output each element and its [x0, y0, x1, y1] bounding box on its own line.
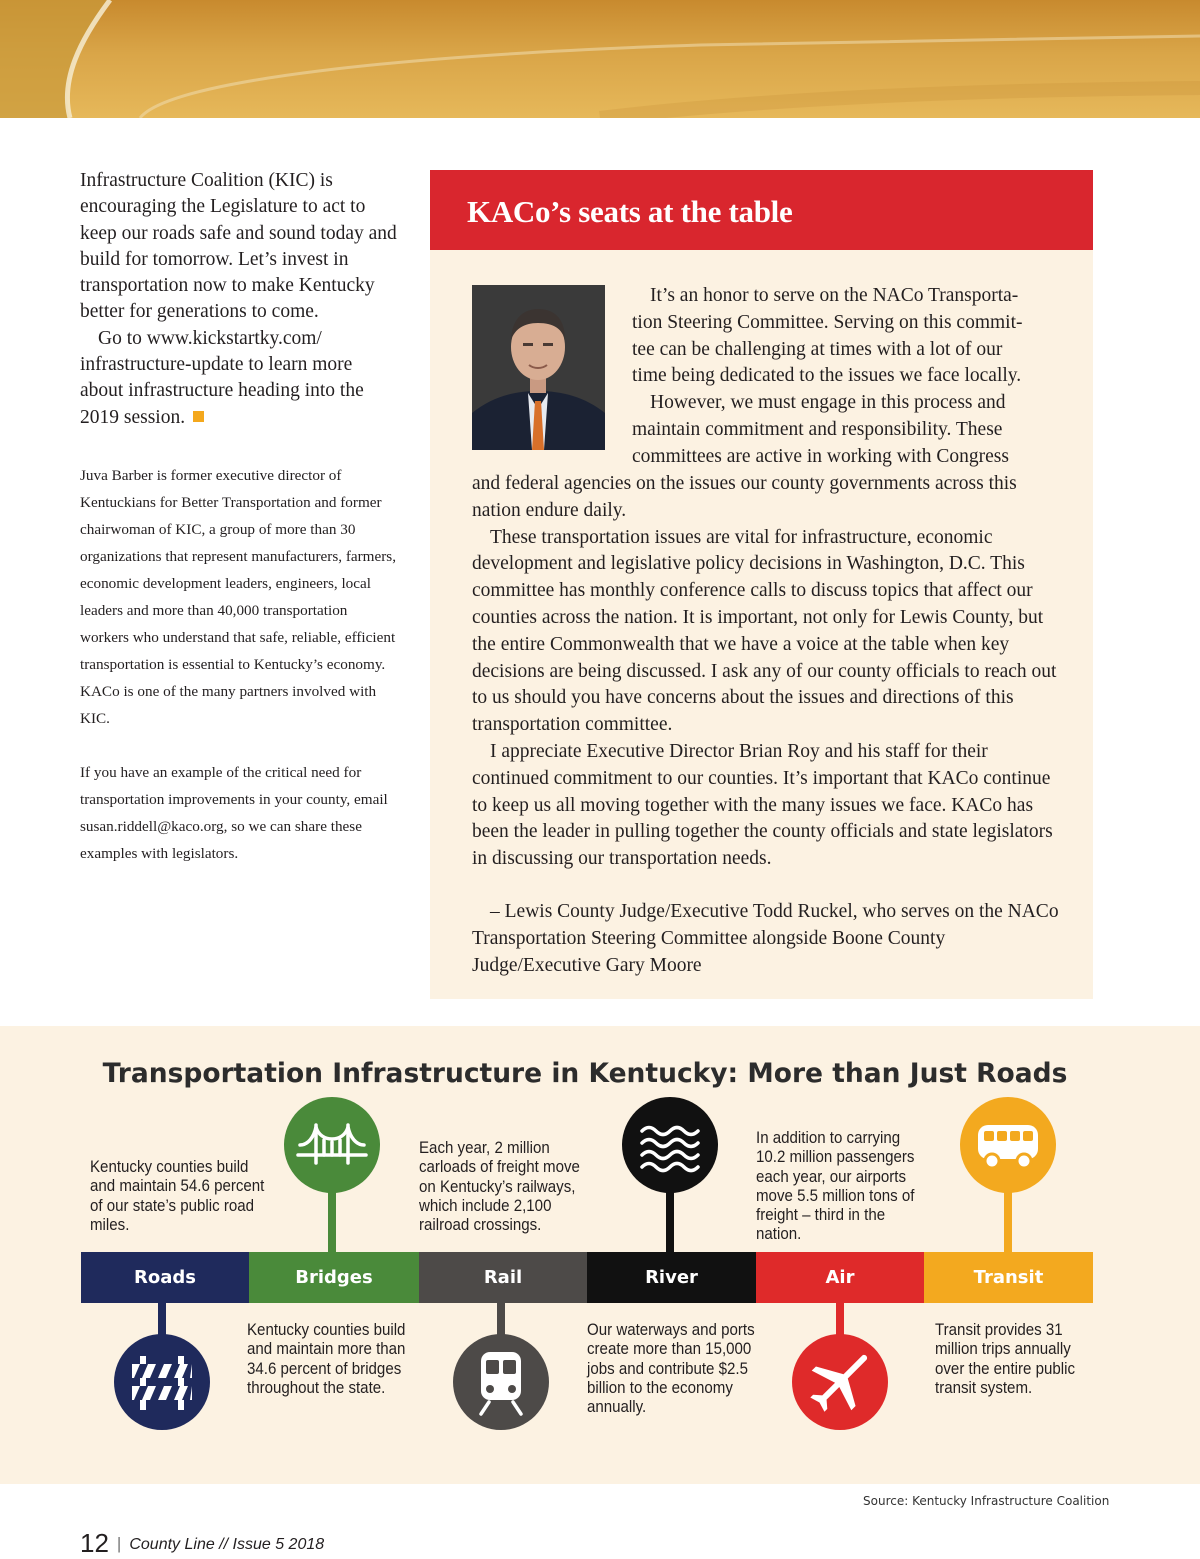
text-paragraph: and federal agencies on the issues our county governments across this nation endure daily. — [472, 473, 1017, 521]
segment-transit — [924, 1252, 1093, 1303]
segment-roads — [81, 1252, 249, 1303]
segment-label: Air — [825, 1267, 855, 1288]
text-line: committees are active in working with Congress — [632, 445, 1009, 467]
text-line: maintain commitment and responsibility. These — [632, 418, 1003, 440]
segment-label: River — [645, 1267, 698, 1288]
left-column — [80, 168, 400, 867]
page-number: 12 — [80, 1528, 109, 1558]
portrait-photo — [472, 285, 605, 450]
text-line: time being dedicated to the issues we face locally. — [632, 365, 1022, 387]
text-line: However, we must engage in this process and — [650, 392, 1006, 414]
bridges-caption: Kentucky counties build and maintain more than 34.6 percent of bridges throughout the state. — [247, 1321, 406, 1397]
infographic-title: Transportation Infrastructure in Kentucky: More than Just Roads — [102, 1058, 1068, 1089]
text-line: It’s an honor to serve on the NACo Transporta- — [650, 285, 1019, 306]
road-barrier-icon — [114, 1334, 210, 1430]
page-footer — [80, 1528, 324, 1559]
attribution: – Lewis County Judge/Executive Todd Ruckel, who serves on the NACo Transportation Steering Committee alongside Boone County Judge/Executive Gary Moore — [472, 900, 1059, 976]
river-caption: Our waterways and ports create more than 15,000 jobs and contribute $2.5 billion to the economy annually. — [587, 1321, 755, 1417]
text-paragraph: I appreciate Executive Director Brian Roy and his staff for their continued commitment to our counties. It’s important that KACo continue to keep us all moving together with the many issues we face. KACo has been the leader in pulling together the county officials and state legislators in discussing our transportation needs. — [472, 740, 1053, 870]
roads-caption: Kentucky counties build and maintain 54.6 percent of our state’s public road miles. — [90, 1158, 265, 1234]
bridge-icon — [284, 1097, 380, 1193]
train-icon — [453, 1334, 549, 1430]
segment-air — [756, 1252, 924, 1303]
source-note: Source: Kentucky Infrastructure Coalition — [863, 1494, 1110, 1508]
text-paragraph: These transportation issues are vital for infrastructure, economic development and legislative policy decisions in Washington, D.C. This committee has monthly conference calls to discuss topics that affect our counties across the nation. It is important, not only for Lewis County, but the entire Commonwealth that we have a voice at the table when key decisions are being discussed. I ask any of our county officials to reach out to us should you have concerns about the issues and directions of this transportation committee. — [472, 526, 1057, 736]
footer-separator: | — [116, 1534, 122, 1553]
segment-label: Bridges — [295, 1267, 373, 1288]
article-paragraph: Infrastructure Coalition (KIC) is encouraging the Legislature to act to keep our roads safe and sound today and build for tomorrow. Let’s invest in transportation now to make Kentucky better for generations to come. — [80, 170, 397, 323]
text-line: tee can be challenging at times with a lot of our — [632, 338, 1003, 360]
text-line: tion Steering Committee. Serving on this commit- — [632, 311, 1023, 333]
article-paragraph — [80, 326, 400, 431]
end-of-article-mark — [193, 411, 204, 422]
sidebar-header — [430, 170, 1093, 250]
sidebar-intro-text — [632, 283, 1062, 471]
segment-rail — [419, 1252, 587, 1303]
publication-issue: County Line // Issue 5 2018 — [129, 1536, 325, 1553]
segment-river — [587, 1252, 756, 1303]
road-curve-graphic — [0, 0, 1200, 118]
segment-label: Roads — [134, 1267, 196, 1288]
infographic-panel — [0, 1026, 1200, 1508]
article-paragraph-text: Go to www.kickstartky.com/ infrastructure-update to learn more about infrastructure heading into the 2019 session. — [80, 327, 364, 428]
transit-caption: Transit provides 31 million trips annually over the entire public transit system. — [935, 1321, 1075, 1397]
sidebar-title: KACo’s seats at the table — [467, 194, 793, 229]
airplane-icon — [792, 1334, 888, 1430]
segment-label: Rail — [483, 1267, 523, 1288]
header-banner-image — [0, 0, 1200, 118]
air-caption: In addition to carrying 10.2 million passengers each year, our airports move 5.5 million tons of freight – third in the nation. — [756, 1129, 915, 1244]
segment-bridges — [249, 1252, 419, 1303]
sidebar-box — [430, 170, 1093, 999]
contact-note: If you have an example of the critical need for transportation improvements in your county, email susan.riddell@kaco.org, so we can share these examples with legislators. — [80, 763, 388, 862]
segment-label: Transit — [973, 1267, 1044, 1288]
author-bio: Juva Barber is former executive director of Kentuckians for Better Transportation and former chairwoman of KIC, a group of more than 30 organizations that represent manufacturers, farmers, economic development leaders, engineers, local leaders and more than 40,000 transportation workers who understand that safe, reliable, efficient transportation is essential to Kentucky’s economy. KACo is one of the many partners involved with KIC. — [80, 466, 396, 727]
waves-icon — [622, 1097, 718, 1193]
sidebar-body-text — [472, 471, 1066, 979]
bus-icon — [960, 1097, 1056, 1193]
rail-caption: Each year, 2 million carloads of freight move on Kentucky’s railways, which include 2,100 railroad crossings. — [419, 1139, 580, 1235]
